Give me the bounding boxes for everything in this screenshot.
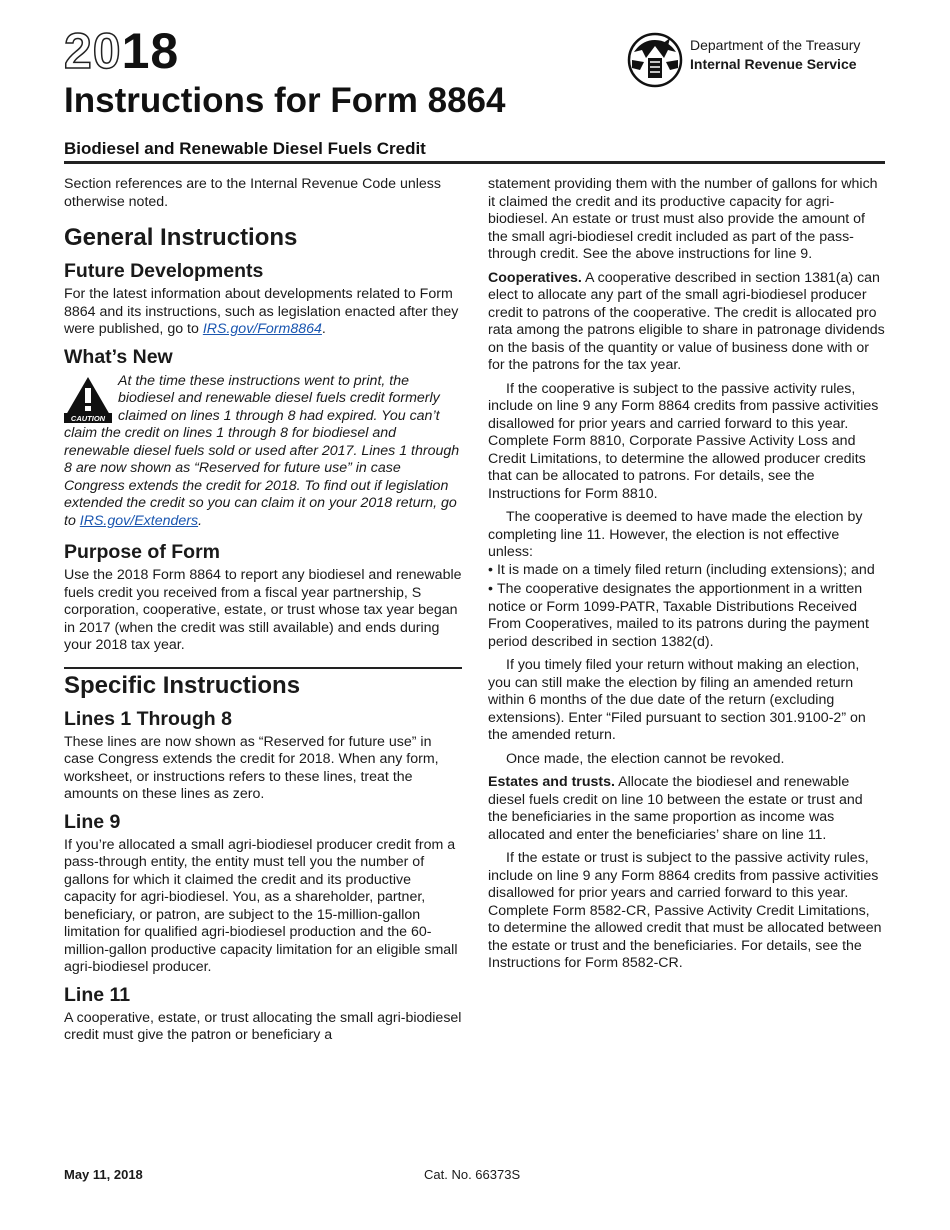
agency-text [690, 32, 860, 74]
agency-block [624, 32, 860, 88]
header-rule [64, 161, 885, 164]
estates-text: Allocate the biodiesel and renewable diesel fuels credit on line 10 between the estate or trust and the beneficiaries in the same proportion as income was allocated and enter the beneficiaries’ share on line 11. [488, 774, 863, 843]
caution-note: CAUTION At the time these instructions went to print, the biodiesel and renewable diesel fuels credit formerly claimed on lines 1 through 8 had expired. You can’t claim the credit on lines 1 through 8 for biodiesel and renewable diesel fuels sold or used after 2017. Lines 1 through 8 are now shown as “Reserved for future use” in case Congress extends the credit for 2018. To find out if legislation extended the credit so you can claim it on your 2018 return, go to IRS.gov/Extenders. [64, 372, 460, 529]
cooperatives-paragraph [488, 270, 885, 375]
year-outline-digits: 20 [64, 23, 122, 79]
estates-paragraph [488, 774, 885, 844]
future-developments-text: For the latest information about developments related to Form 8864 and its instructions, such as legislation enacted after they were published, go to IRS.gov/Form8864. [64, 286, 459, 337]
bullet-item [488, 562, 885, 580]
bullet-dot: • [488, 561, 493, 578]
footer-date: May 11, 2018 [64, 1167, 143, 1182]
year-solid-digits: 18 [121, 23, 180, 79]
cooperatives-deemed-text: The cooperative is deemed to have made the election by completing line 11. However, the election is not effective unless: [488, 509, 863, 560]
agency-department: Department of the Treasury [690, 37, 861, 53]
cooperatives-revoke-text: Once made, the election cannot be revoked. [506, 750, 785, 767]
cooperatives-passive-text: If the cooperative is subject to the passive activity rules, include on line 9 any Form 8864 credits from passive activities disallowed for prior years and carried forward to this year. Complete Form 8810, Corporate Passive Activity Loss and Credit Limitations, to determine the allowed producer credits that can be allocated to patrons. For details, see the Instructions for Form 8810. [488, 380, 879, 502]
specific-instructions-heading: Specific Instructions [64, 671, 301, 699]
line-11-heading: Line 11 [64, 983, 131, 1006]
irs-eagle-logo-icon [624, 32, 686, 88]
lines-1-8-heading: Lines 1 Through 8 [64, 707, 232, 730]
future-developments-heading: Future Developments [64, 260, 264, 282]
form8864-link[interactable]: IRS.gov/Form8864 [202, 321, 322, 337]
cooperatives-text: A cooperative described in section 1381(a) can elect to allocate any part of the small agri-biodiesel producer credit to patrons of the cooperative. The credit is allocated pro rata among the patrons eligible to share in patronage dividends on the basis of the quantity or value of business done with or for the patrons for the tax year. [488, 269, 885, 373]
section-rule [64, 667, 462, 669]
line-9-heading: Line 9 [64, 810, 121, 833]
caution-text: At the time these instructions went to print, the biodiesel and renewable diesel fuels credit formerly claimed on lines 1 through 8 had expired. You can’t claim the credit on lines 1 through 8 for biodiesel and renewable diesel fuels sold or used after 2017. Lines 1 through 8 are now shown as “Reserved for future use” in case Congress extends the credit for 2018. To find out if legislation extended the credit so you can claim it on your 2018 return, go to [64, 372, 460, 529]
cooperatives-lead: Cooperatives. [488, 269, 582, 286]
right-column [488, 176, 885, 979]
left-column [64, 176, 462, 1051]
line-9-text: If you’re allocated a small agri-biodiesel producer credit from a pass-through entity, the entity must tell you the number of gallons for which it claimed the credit and its productive capacity for agri-biodiesel. You, as a shareholder, partner, beneficiary, or patron, are subject to the 15-million-gallon limitation for qualified agri-biodiesel production and the 60-million-gallon productive capacity limitation for an eligible small agri-biodiesel producer. [64, 836, 458, 975]
whats-new-heading: What’s New [64, 345, 173, 368]
form-year [64, 24, 179, 78]
bullet-text-1: It is made on a timely filed return (including extensions); and [496, 561, 875, 578]
agency-irs: Internal Revenue Service [690, 56, 857, 72]
estates-lead: Estates and trusts. [488, 774, 615, 790]
estates-passive-text: If the estate or trust is subject to the passive activity rules, include on line 9 any Form 8864 credits from passive activities disallowed for prior years and carried forward to this year. Complete Form 8582-CR, Passive Activity Credit Limitations, to determine the allowed credit that must be allocated between the estate or trust and the beneficiaries. For details, see the Instructions for Form 8582-CR. [488, 850, 882, 971]
page-title: Instructions for Form 8864 [64, 81, 506, 120]
page-subtitle: Biodiesel and Renewable Diesel Fuels Credit [64, 139, 426, 158]
footer-catalog-number: Cat. No. 66373S [424, 1167, 521, 1182]
purpose-heading: Purpose of Form [64, 541, 221, 563]
future-developments-body: For the latest information about developments related to Form 8864 and its instructions, such as legislation enacted after they were published, go to [64, 286, 459, 337]
lines-1-8-text: These lines are now shown as “Reserved for future use” in case Congress extends the credit for 2018. When any form, worksheet, or instructions refers to these lines, treat the amounts on these lines as zero. [64, 733, 439, 802]
bullet-text-2: The cooperative designates the apportionment in a written notice or Form 1099-PATR, Taxable Distributions Received From Cooperatives, mailed to its patrons during the payment period described in section 1382(d). [488, 581, 869, 650]
purpose-text: Use the 2018 Form 8864 to report any biodiesel and renewable fuels credit you received from a fiscal year partnership, S corporation, cooperative, estate, or trust whose tax year began in 2017 (when the credit was still available) and ends during your 2018 tax year. [64, 567, 462, 653]
bullet-dot: • [488, 581, 493, 597]
bullet-item [488, 581, 885, 651]
caution-label: CAUTION [70, 413, 106, 423]
continued-text: statement providing them with the number of gallons for which it claimed the credit and its productive capacity for agri-biodiesel. An estate or trust must also provide the amount of the small agri-biodiesel credit included as part of the pass-through credit. See the above instructions for line 9. [488, 176, 878, 262]
general-instructions-heading: General Instructions [64, 224, 298, 251]
line-11-text: A cooperative, estate, or trust allocating the small agri-biodiesel credit must give the patron or beneficiary a [64, 1009, 462, 1043]
cooperatives-amended-text: If you timely filed your return without making an election, you can still make the election by filing an amended return within 6 months of the due date of the return (excluding extensions). Enter “Filed pursuant to section 301.9100-2” on the amended return. [488, 657, 866, 743]
extenders-link[interactable]: IRS.gov/Extenders [79, 512, 199, 529]
caution-icon [64, 375, 112, 423]
intro-text: Section references are to the Internal Revenue Code unless otherwise noted. [64, 176, 441, 210]
